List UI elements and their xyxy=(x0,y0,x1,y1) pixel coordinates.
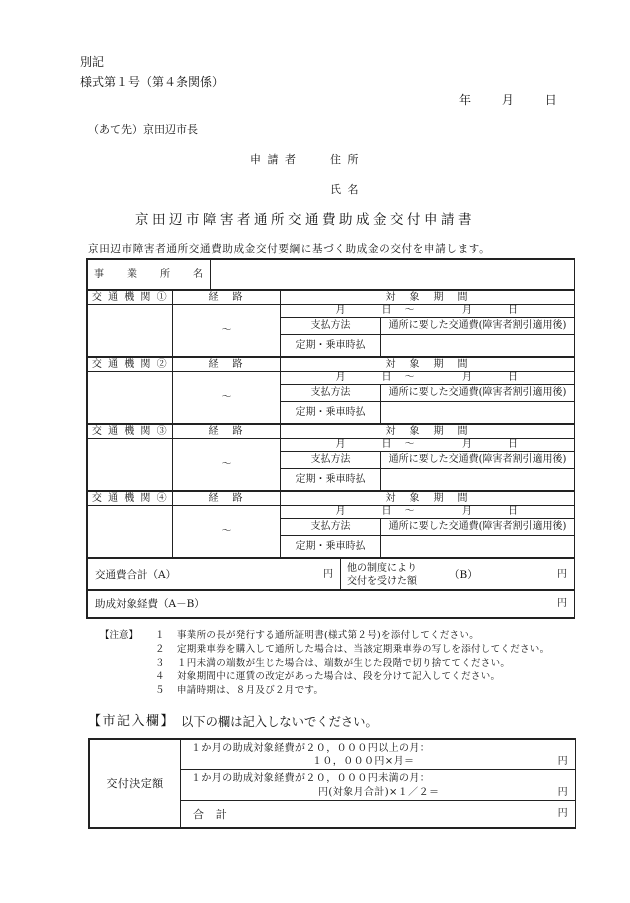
period-dates: 月 日 ～ 月 日 xyxy=(281,506,575,519)
fare-label: 通所に要した交通費(障害者割引適用後) xyxy=(381,452,575,469)
city-section-heading: 以下の欄は記入しないでください。 xyxy=(181,715,378,729)
note-text: 事業所の長が発行する通所証明書(様式第２号)を添付してください。 xyxy=(177,630,480,641)
period-dates: 月 日 ～ 月 日 xyxy=(281,372,575,385)
eligible-expense-table xyxy=(87,590,575,618)
payment-option: 定期・乗車時払 xyxy=(281,335,381,357)
note-number: ５ xyxy=(155,685,165,696)
transport-label: 交 通 機 関 ④ xyxy=(88,492,173,506)
route-label: 経 路 xyxy=(173,358,281,372)
transport-block-1 xyxy=(87,290,575,357)
fare-total-cell xyxy=(88,559,341,590)
route-separator: ～ xyxy=(173,506,281,558)
fare-label: 通所に要した交通費(障害者割引適用後) xyxy=(381,385,575,402)
fare-field xyxy=(381,469,575,491)
office-table xyxy=(87,259,575,290)
note-number: ３ xyxy=(155,658,165,669)
eligible-expense-label: 助成対象経費（A－B） xyxy=(95,598,205,610)
yen-unit: 円 xyxy=(557,756,568,767)
total-label: 合 計 xyxy=(193,808,228,821)
city-decision-table xyxy=(88,738,576,829)
payment-option: 定期・乗車時払 xyxy=(281,469,381,491)
note-text: 申請時期は、８月及び２月です。 xyxy=(177,685,324,696)
payment-option: 定期・乗車時払 xyxy=(281,402,381,424)
note-text: 定期乗車券を購入して通所した場合は、当該定期乗車券の写しを添付してください。 xyxy=(177,644,550,655)
under-threshold-line: １か月の助成対象経費が２０，０００円未満の月： xyxy=(191,773,431,784)
period-label: 対 象 期 間 xyxy=(281,492,575,506)
other-system-line1: 他の制度により xyxy=(347,563,417,574)
fare-label: 通所に要した交通費(障害者割引適用後) xyxy=(381,519,575,536)
name-label: 氏 名 xyxy=(330,183,360,196)
route-label: 経 路 xyxy=(173,492,281,506)
transport-label: 交 通 機 関 ③ xyxy=(88,425,173,439)
decision-row-total xyxy=(181,801,576,828)
period-label: 対 象 期 間 xyxy=(281,291,575,305)
over-threshold-formula: １０，０００円×月＝ xyxy=(312,756,415,767)
yen-unit: 円 xyxy=(557,569,567,580)
fare-total-label: 交通費合計（A） xyxy=(95,569,177,581)
office-name-label: 事 業 所 名 xyxy=(88,260,211,290)
note-number: １ xyxy=(155,630,165,641)
route-separator: ～ xyxy=(173,439,281,491)
office-name-field xyxy=(211,260,575,290)
date-line: 年 月 日 xyxy=(459,93,560,107)
payment-option: 定期・乗車時払 xyxy=(281,536,381,558)
note-text: １円未満の端数が生じた場合は、端数が生じた段階で切り捨ててください。 xyxy=(177,658,511,669)
fare-label: 通所に要した交通費(障害者割引適用後) xyxy=(381,318,575,335)
route-separator: ～ xyxy=(173,305,281,357)
route-label: 経 路 xyxy=(173,425,281,439)
city-section-bracket: 【市記入欄】 xyxy=(88,714,176,729)
note-text: 対象期間中に運賃の改定があった場合は、段を分けて記入してください。 xyxy=(177,671,501,682)
note-number: ２ xyxy=(155,644,165,655)
other-system-cell xyxy=(341,559,575,590)
document-title: 京田辺市障害者通所交通費助成金交付申請書 xyxy=(135,212,475,228)
transport-field xyxy=(88,305,173,357)
notes-label: 【注意】 xyxy=(100,630,139,641)
period-label: 対 象 期 間 xyxy=(281,358,575,372)
yen-unit: 円 xyxy=(557,808,568,819)
period-label: 対 象 期 間 xyxy=(281,425,575,439)
transport-block-3 xyxy=(87,424,575,491)
under-threshold-formula: 円(対象月合計)×１／２＝ xyxy=(318,787,440,798)
payment-method-label: 支払方法 xyxy=(281,452,381,469)
eligible-expense-cell xyxy=(88,591,575,618)
transport-field xyxy=(88,439,173,491)
period-dates: 月 日 ～ 月 日 xyxy=(281,439,575,452)
totals-table xyxy=(87,558,575,590)
other-system-code: （B） xyxy=(449,569,478,581)
transport-block-2 xyxy=(87,357,575,424)
payment-method-label: 支払方法 xyxy=(281,318,381,335)
decision-row-over xyxy=(181,740,576,770)
route-label: 経 路 xyxy=(173,291,281,305)
annex-label: 別記 xyxy=(80,55,105,69)
decision-amount-label: 交付決定額 xyxy=(90,740,181,828)
decision-row-under xyxy=(181,770,576,801)
transport-field xyxy=(88,506,173,558)
note-number: ４ xyxy=(155,671,165,682)
application-table xyxy=(86,258,575,619)
payment-method-label: 支払方法 xyxy=(281,385,381,402)
payment-method-label: 支払方法 xyxy=(281,519,381,536)
fare-field xyxy=(381,536,575,558)
form-number: 様式第１号（第４条関係） xyxy=(80,75,225,89)
address-label: 住 所 xyxy=(330,153,360,166)
yen-unit: 円 xyxy=(323,569,333,580)
fare-field xyxy=(381,335,575,357)
yen-unit: 円 xyxy=(557,787,568,798)
other-system-line2: 交付を受けた額 xyxy=(347,576,417,587)
route-separator: ～ xyxy=(173,372,281,424)
addressee: （あて先）京田辺市長 xyxy=(88,123,198,136)
over-threshold-line: １か月の助成対象経費が２０，０００円以上の月： xyxy=(191,743,431,754)
period-dates: 月 日 ～ 月 日 xyxy=(281,305,575,318)
intro-text: 京田辺市障害者通所交通費助成金交付要綱に基づく助成金の交付を申請します。 xyxy=(88,243,491,255)
transport-label: 交 通 機 関 ② xyxy=(88,358,173,372)
yen-unit: 円 xyxy=(557,598,567,609)
transport-label: 交 通 機 関 ① xyxy=(88,291,173,305)
transport-block-4 xyxy=(87,491,575,558)
applicant-label: 申 請 者 xyxy=(250,153,298,166)
fare-field xyxy=(381,402,575,424)
transport-field xyxy=(88,372,173,424)
